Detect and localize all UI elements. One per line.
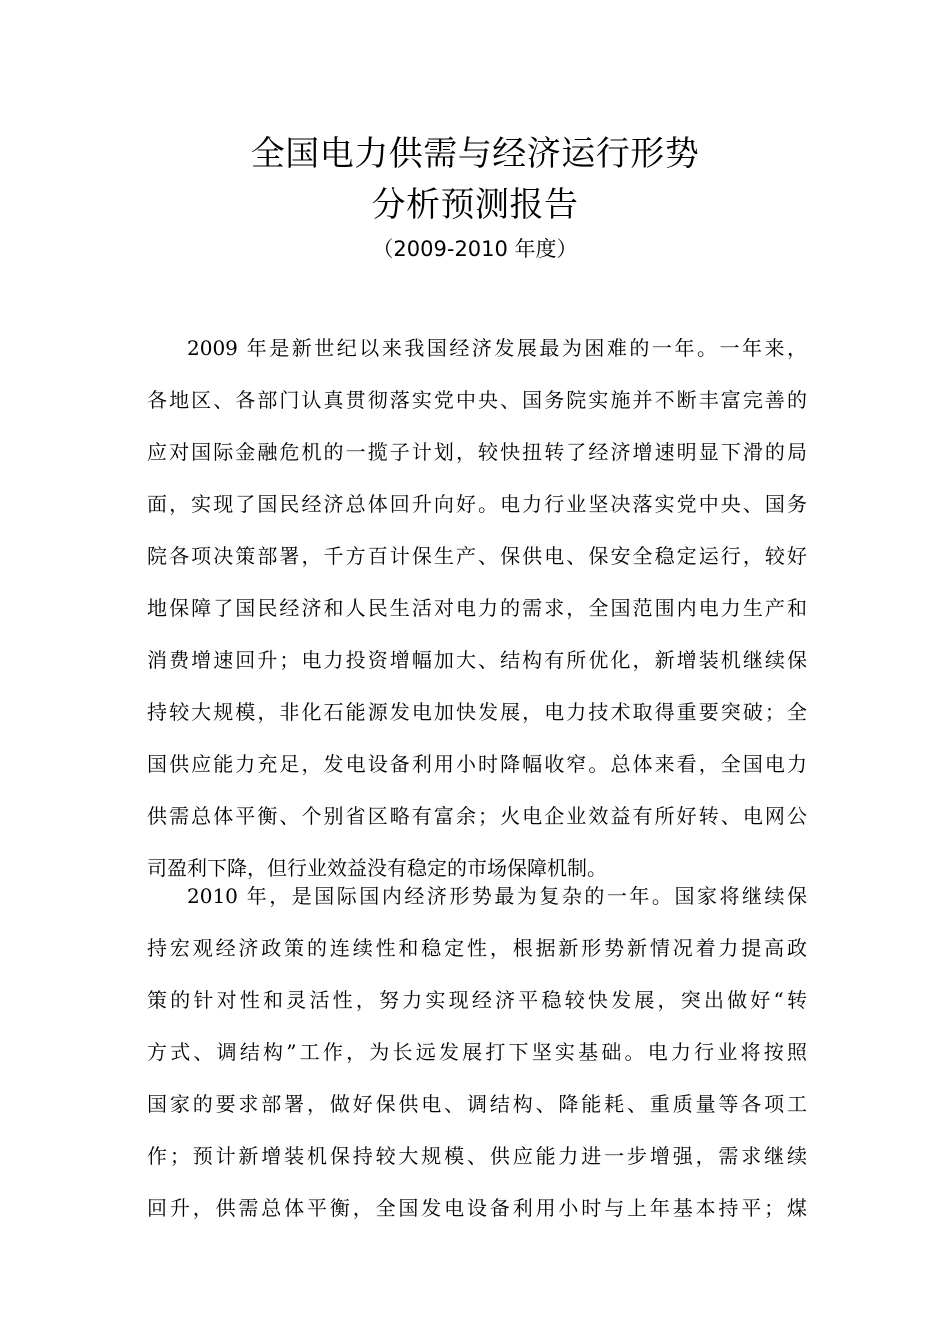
paragraph-line: 供需总体平衡、个别省区略有富余；火电企业效益有所好转、电网公 (147, 804, 807, 828)
paragraph-2 (147, 870, 807, 1234)
paragraph-line: 消费增速回升；电力投资增幅加大、结构有所优化，新增装机继续保 (147, 648, 807, 672)
paragraph-line: 持宏观经济政策的连续性和稳定性，根据新形势新情况着力提高政 (147, 936, 807, 960)
document-title-line-1: 全国电力供需与经济运行形势 (250, 134, 700, 174)
paragraph-1 (147, 322, 807, 894)
paragraph-line: 策的针对性和灵活性，努力实现经济平稳较快发展，突出做好“转 (147, 988, 807, 1012)
paragraph-line: 方式、调结构”工作，为长远发展打下坚实基础。电力行业将按照 (147, 1040, 807, 1064)
paragraph-line: 国供应能力充足，发电设备利用小时降幅收窄。总体来看，全国电力 (147, 752, 807, 776)
paragraph-line: 2010 年，是国际国内经济形势最为复杂的一年。国家将继续保 (187, 884, 807, 908)
paragraph-line: 2009 年是新世纪以来我国经济发展最为困难的一年。一年来， (187, 336, 807, 360)
paragraph-line: 应对国际金融危机的一揽子计划，较快扭转了经济增速明显下滑的局 (147, 440, 807, 464)
paragraph-line: 持较大规模，非化石能源发电加快发展，电力技术取得重要突破；全 (147, 700, 807, 724)
paragraph-line: 各地区、各部门认真贯彻落实党中央、国务院实施并不断丰富完善的 (147, 388, 807, 412)
document-subtitle: （2009-2010 年度） (372, 237, 578, 261)
paragraph-line: 面，实现了国民经济总体回升向好。电力行业坚决落实党中央、国务 (147, 492, 807, 516)
paragraph-line: 司盈利下降，但行业效益没有稳定的市场保障机制。 (147, 856, 607, 880)
paragraph-line: 院各项决策部署，千方百计保生产、保供电、保安全稳定运行，较好 (147, 544, 807, 568)
paragraph-line: 国家的要求部署，做好保供电、调结构、降能耗、重质量等各项工 (147, 1092, 807, 1116)
document-title-line-2: 分析预测报告 (371, 185, 579, 225)
paragraph-line: 地保障了国民经济和人民生活对电力的需求，全国范围内电力生产和 (147, 596, 807, 620)
paragraph-line: 回升，供需总体平衡，全国发电设备利用小时与上年基本持平；煤 (147, 1196, 807, 1220)
paragraph-line: 作；预计新增装机保持较大规模、供应能力进一步增强，需求继续 (147, 1144, 807, 1168)
